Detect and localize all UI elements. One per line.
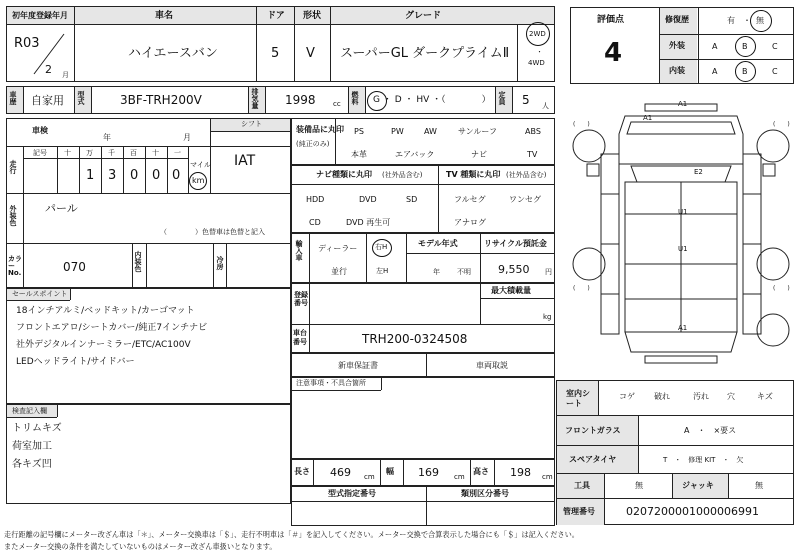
- sales-point-line: フロントエアロ/シートカバー/純正7インチナビ: [16, 323, 208, 333]
- svg-text:( ): ( ): [573, 121, 590, 128]
- type-value: 3BF-TRH200V: [120, 93, 202, 107]
- doors-label: ドア: [267, 11, 285, 21]
- equipment-item: ナビ: [471, 150, 487, 159]
- footer-line-1: 走行距離の記号欄にメーター改ざん車は「＊」、メーター交換車は「＄」、走行不明車は「＃」を記入してください。メーター交換で合算表示した場合にも「＄」は記入ください。: [4, 530, 579, 539]
- mileage-col-label: 千: [108, 149, 115, 157]
- chassis-label: 車台番号: [293, 329, 307, 346]
- use-label: 車歴: [9, 91, 17, 105]
- mileage-col-label: 万: [86, 149, 93, 157]
- damage-mark-u1-rear: U1: [678, 245, 688, 253]
- model-value: ハイエースバン: [128, 46, 218, 61]
- tools-value: 無: [635, 481, 643, 490]
- score-value: 4: [604, 38, 623, 68]
- equipment-item: PW: [391, 127, 404, 136]
- equipment-item: ABS: [525, 127, 541, 136]
- navi-item: DVD 再生可: [346, 218, 391, 227]
- displacement-value: 1998: [285, 93, 316, 107]
- sales-point-label: セールスポイント: [12, 290, 68, 298]
- jack-label: ジャッキ: [682, 481, 714, 490]
- mileage-digit: 0: [130, 168, 139, 183]
- import-parallel: 並行: [331, 267, 347, 276]
- navi-item: SD: [406, 195, 418, 204]
- svg-text:( ): ( ): [573, 285, 590, 292]
- color-no-label: カラーNo.: [8, 255, 22, 277]
- model-year-year: 年: [433, 268, 440, 276]
- equipment-item: エアバック: [395, 150, 435, 159]
- max-load-unit: kg: [543, 313, 552, 321]
- capacity-unit: 人: [542, 102, 549, 110]
- registration-label: 登録番号: [294, 291, 308, 308]
- exterior-grade: A: [712, 42, 718, 51]
- grade-label: グレード: [405, 11, 442, 21]
- document-checks: [291, 353, 555, 377]
- class-no-label: 類別区分番号: [461, 489, 509, 498]
- width-value: 169: [418, 466, 439, 479]
- navi-item: DVD: [359, 195, 377, 204]
- displacement-unit: cc: [333, 100, 341, 108]
- import-dealer: ディーラー: [318, 244, 358, 253]
- cooler-label: 冷房: [216, 256, 224, 270]
- tv-item: ワンセグ: [509, 195, 541, 204]
- width-unit: cm: [454, 473, 465, 481]
- fuel-options: G ・ D ・ HV ・（ ）: [373, 95, 491, 105]
- navi-item: HDD: [306, 195, 325, 204]
- exterior-grade: C: [772, 42, 778, 51]
- glass-label: フロントガラス: [565, 426, 621, 435]
- sales-point-line: 18インチアルミ/ベッドキット/カーゴマット: [16, 306, 195, 316]
- mileage-digit: 1: [86, 168, 95, 183]
- max-load-label: 最大積載量: [491, 286, 531, 295]
- seat-item: コゲ: [619, 392, 635, 401]
- reg-month: 2: [45, 63, 52, 76]
- interior-color-label: 内装色: [134, 251, 142, 272]
- mgmt-label: 管理番号: [563, 507, 595, 516]
- inspector-area: [6, 404, 291, 504]
- length-label: 長さ: [294, 467, 310, 476]
- capacity-value: 5: [522, 93, 530, 107]
- repair-yes: 有: [727, 16, 735, 25]
- footer-line-2: またメーター交換の条件を満たしていないものはメーター改ざん車扱いとなります。: [4, 542, 277, 551]
- inspector-line: 荷室加工: [12, 441, 52, 452]
- mileage-col-label: 記号: [33, 149, 47, 157]
- import-label: 輸入車: [295, 240, 303, 261]
- mileage-col-label: 百: [130, 149, 137, 157]
- seat-item: 穴: [727, 392, 735, 401]
- sales-point-line: 社外デジタルインナーミラー/ETC/AC100V: [16, 340, 191, 350]
- color-note: （ ）色替車は色替と記入: [160, 228, 265, 236]
- jack-value: 無: [755, 481, 763, 490]
- repair-no: 無: [756, 16, 764, 25]
- height-unit: cm: [542, 473, 553, 481]
- inspection-year: 年: [103, 133, 111, 142]
- navi-label: ナビ種類に丸印: [316, 170, 372, 179]
- seat-item: 破れ: [654, 392, 670, 401]
- sales-point-line: LEDヘッドライト/サイドバー: [16, 357, 135, 367]
- navi-sub: (社外品含む): [382, 171, 423, 179]
- model-year-unknown: 不明: [457, 268, 471, 276]
- drive-4wd: 4WD: [528, 59, 545, 67]
- tools-label: 工具: [574, 481, 590, 490]
- equipment-item: AW: [424, 127, 437, 136]
- color-label: 外装色: [9, 205, 17, 226]
- repair-label: 修復歴: [665, 15, 689, 24]
- mileage-col-label: 一: [174, 149, 181, 157]
- tv-item: アナログ: [454, 218, 486, 227]
- svg-text:( ): ( ): [773, 121, 790, 128]
- equipment-item: TV: [527, 150, 538, 159]
- length-value: 469: [330, 466, 351, 479]
- capacity-label: 定員: [498, 91, 506, 105]
- fuel-label: 燃料: [351, 91, 359, 105]
- chassis-value: TRH200-0324508: [362, 332, 468, 346]
- type-label: 型式: [77, 91, 85, 105]
- mileage-unit-mile: マイル: [190, 161, 211, 169]
- inspector-line: 各キズ凹: [12, 459, 52, 470]
- mileage-col-label: 十: [152, 149, 159, 157]
- type-cert-label: 型式指定番号: [328, 489, 376, 498]
- equipment-label: 装備品に丸印: [296, 125, 344, 134]
- tv-sub: (社外品含む): [506, 171, 547, 179]
- recycle-value: 9,550: [498, 263, 530, 276]
- spare-label: スペアタイヤ: [569, 455, 617, 464]
- inspector-line: トリムキズ: [12, 423, 62, 434]
- use-value: 自家用: [31, 94, 64, 107]
- damage-mark-a1-front: A1: [678, 100, 688, 108]
- warranty-label: 新車保証書: [338, 361, 378, 370]
- glass-value: A ・ ×要ス: [684, 426, 737, 435]
- import-left: 左H: [376, 267, 389, 275]
- spare-value: T ・ 修理 KIT ・ 欠: [663, 456, 744, 464]
- length-unit: cm: [364, 473, 375, 481]
- interior-grade: B: [742, 67, 748, 76]
- inspection-month: 月: [183, 133, 191, 142]
- doors-value: 5: [271, 46, 280, 61]
- grade-value: スーパーGL ダークプライムⅡ: [340, 46, 510, 61]
- car-condition-diagram: [565, 94, 797, 380]
- damage-mark-a1-rear: A1: [678, 324, 688, 332]
- equipment-item: サンルーフ: [458, 127, 497, 136]
- reg-month-unit: 月: [62, 71, 69, 79]
- interior-grade: A: [712, 67, 718, 76]
- seat-label: 室内シート: [566, 389, 590, 409]
- inspection-label: 車検: [32, 126, 48, 135]
- manual-label: 車両取説: [476, 361, 508, 370]
- drive-2wd: 2WD: [529, 30, 546, 38]
- seat-item: キズ: [757, 392, 773, 401]
- navi-item: CD: [309, 218, 321, 227]
- shift-value: IAT: [234, 153, 256, 169]
- damage-mark-u1: U1: [678, 208, 688, 216]
- exterior-grade: B: [742, 42, 748, 51]
- reg-date-label: 初年度登録年月: [12, 11, 68, 20]
- damage-mark-e2: E2: [694, 168, 703, 176]
- shape-label: 形状: [303, 11, 322, 21]
- equipment-sub: (純正のみ): [296, 140, 330, 148]
- width-label: 幅: [386, 467, 394, 476]
- inspector-label: 検査記入欄: [12, 407, 47, 415]
- equipment-item: 本革: [351, 150, 367, 159]
- displacement-label: 排気量: [251, 88, 259, 109]
- model-label: 車名: [155, 11, 174, 21]
- damage-mark-a1-hood: A1: [643, 114, 653, 122]
- mileage-digit: 3: [108, 168, 117, 183]
- notes-label: 注意事項・不具合箇所: [296, 379, 366, 387]
- import-right: 右H: [375, 243, 388, 251]
- recycle-label: リサイクル預託金: [484, 239, 547, 248]
- mileage-digit: 0: [152, 168, 161, 183]
- model-year-label: モデル年式: [418, 239, 458, 248]
- tv-item: フルセグ: [454, 195, 486, 204]
- shape-value: V: [306, 46, 315, 61]
- tv-label: TV 種類に丸印: [446, 170, 501, 179]
- interior-grade: C: [772, 67, 778, 76]
- score-label: 評価点: [597, 15, 625, 25]
- svg-text:( ): ( ): [773, 285, 790, 292]
- interior-label: 内装: [669, 66, 685, 75]
- mileage-col-label: 十: [64, 149, 71, 157]
- exterior-label: 外装: [669, 41, 685, 50]
- shift-label: シフト: [241, 120, 262, 128]
- color-value: パール: [45, 202, 78, 215]
- recycle-unit: 円: [545, 268, 552, 276]
- mileage-unit-km: km: [192, 176, 205, 185]
- mileage-label: 走行: [9, 160, 17, 174]
- seat-item: 汚れ: [693, 392, 709, 401]
- mileage-digit: 0: [172, 168, 181, 183]
- equipment-item: PS: [354, 127, 364, 136]
- height-label: 高さ: [473, 467, 489, 476]
- color-no-value: 070: [63, 260, 86, 274]
- reg-era: R03: [14, 36, 40, 51]
- mgmt-value: 0207200001000006991: [626, 505, 759, 518]
- height-value: 198: [510, 466, 531, 479]
